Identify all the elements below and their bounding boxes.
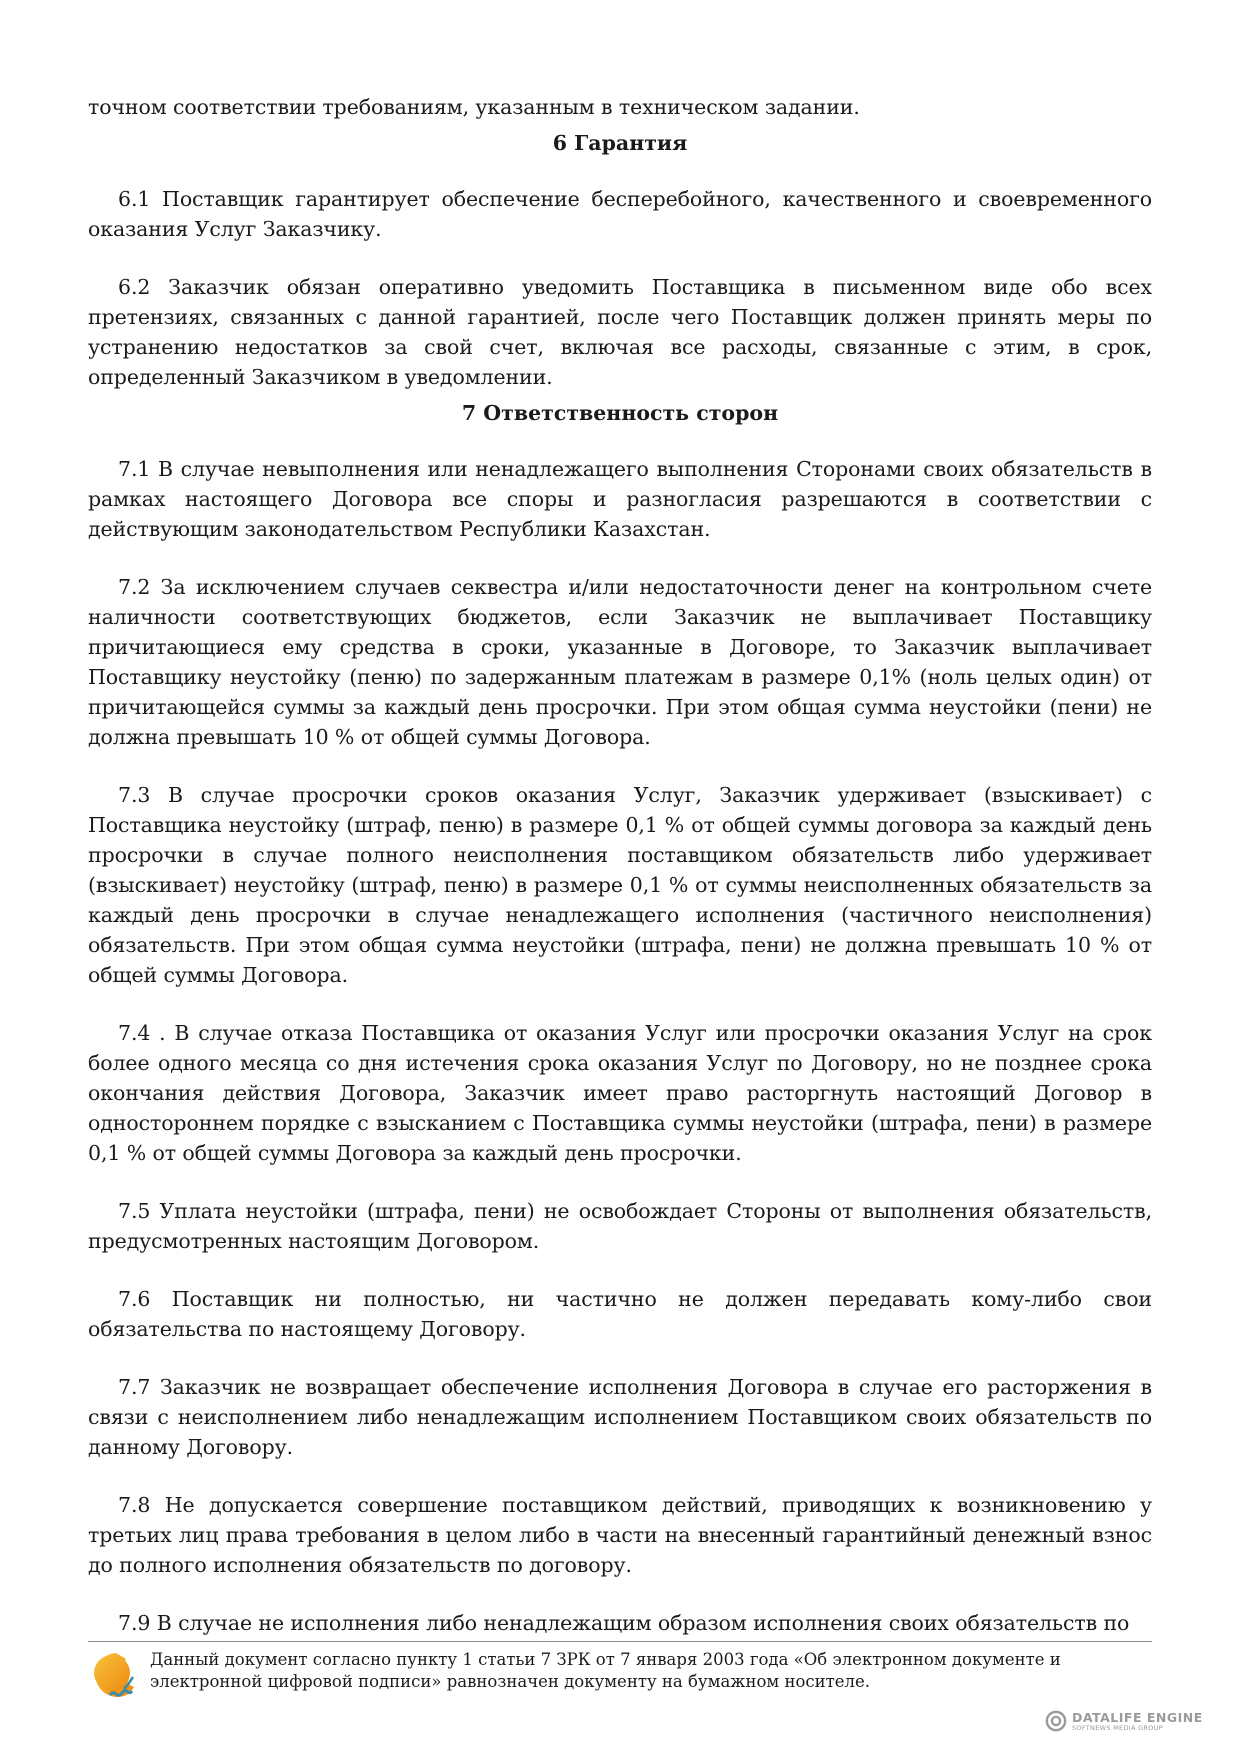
- clause-7-5: 7.5 Уплата неустойки (штрафа, пени) не освобождает Стороны от выполнения обязательств, предусмотренных настоящим Договором.: [88, 1199, 1152, 1253]
- clause-7-3: 7.3 В случае просрочки сроков оказания Услуг, Заказчик удерживает (взыскивает) с Поставщика неустойку (штраф, пеню) в размере 0,1 % от общей суммы договора за каждый день просрочки в случае полного неисполнения поставщиком обязательств либо удерживает (взыскивает) неустойку (штраф, пеню) в размере 0,1 % от суммы неисполненных обязательств за каждый день просрочки в случае ненадлежащего исполнения (частичного неисполнения) обязательств. При этом общая сумма неустойки (штрафа, пени) не должна превышать 10 % от общей суммы Договора.: [88, 783, 1152, 987]
- clause-7-7: 7.7 Заказчик не возвращает обеспечение исполнения Договора в случае его расторжения в связи с неисполнением либо ненадлежащим исполнением Поставщиком своих обязательств по данному Договору.: [88, 1375, 1152, 1459]
- legal-notice-line2: электронной цифровой подписи» равнозначен документу на бумажном носителе.: [150, 1672, 871, 1691]
- clause-7-6: 7.6 Поставщик ни полностью, ни частично не должен передавать кому-либо свои обязательства по настоящему Договору.: [88, 1287, 1152, 1341]
- footer-divider: [88, 1641, 1152, 1642]
- document-page: [88, 92, 1152, 1638]
- watermark-subtitle: SOFTNEWS MEDIA GROUP: [1072, 1723, 1163, 1732]
- continued-paragraph: точном соответствии требованиям, указанным в техническом задании.: [88, 95, 860, 119]
- watermark-title: DATALIFE ENGINE: [1072, 1709, 1203, 1725]
- section-heading-guarantee: 6 Гарантия: [552, 131, 688, 155]
- clause-7-2: 7.2 За исключением случаев секвестра и/или недостаточности денег на контрольном счете наличности соответствующих бюджетов, если Заказчик не выплачивает Поставщику причитающиеся ему средства в сроки, указанные в Договоре, то Заказчик выплачивает Поставщику неустойку (пеню) по задержанным платежам в размере 0,1% (ноль целых один) от причитающейся суммы за каждый день просрочки. При этом общая сумма неустойки (пени) не должна превышать 10 % от общей суммы Договора.: [88, 575, 1152, 749]
- clause-7-1: 7.1 В случае невыполнения или ненадлежащего выполнения Сторонами своих обязательств в рамках настоящего Договора все споры и разногласия разрешаются в соответствии с действующим законодательством Республики Казахстан.: [88, 457, 1152, 541]
- clause-7-8: 7.8 Не допускается совершение поставщиком действий, приводящих к возникновению у третьих лиц права требования в целом либо в части на внесенный гарантийный денежный взнос до полного исполнения обязательств по договору.: [88, 1493, 1152, 1577]
- section-heading-liability: 7 Ответственность сторон: [461, 401, 779, 425]
- datalife-watermark: [1045, 1710, 1203, 1732]
- clause-6-1: 6.1 Поставщик гарантирует обеспечение бесперебойного, качественного и своевременного оказания Услуг Заказчику.: [88, 187, 1152, 241]
- footer: [90, 1649, 1150, 1701]
- legal-notice: [150, 1649, 1061, 1693]
- datalife-engine-logo-icon: [1045, 1710, 1067, 1732]
- clause-7-9: 7.9 В случае не исполнения либо ненадлежащим образом исполнения своих обязательств по: [118, 1611, 1130, 1635]
- egov-sun-logo-icon: [90, 1649, 142, 1701]
- clause-7-4: 7.4 . В случае отказа Поставщика от оказания Услуг или просрочки оказания Услуг на срок более одного месяца со дня истечения срока оказания Услуг по Договору, но не позднее срока окончания действия Договора, Заказчик имеет право расторгнуть настоящий Договор в одностороннем порядке с взысканием с Поставщика суммы неустойки (штрафа, пени) в размере 0,1 % от общей суммы Договора за каждый день просрочки.: [88, 1021, 1152, 1165]
- clause-6-2: 6.2 Заказчик обязан оперативно уведомить Поставщика в письменном виде обо всех претензиях, связанных с данной гарантией, после чего Поставщик должен принять меры по устранению недостатков за свой счет, включая все расходы, связанные с этим, в срок, определенный Заказчиком в уведомлении.: [88, 275, 1152, 389]
- legal-notice-line1: Данный документ согласно пункту 1 статьи 7 ЗРК от 7 января 2003 года «Об электронном документе и: [150, 1650, 1061, 1669]
